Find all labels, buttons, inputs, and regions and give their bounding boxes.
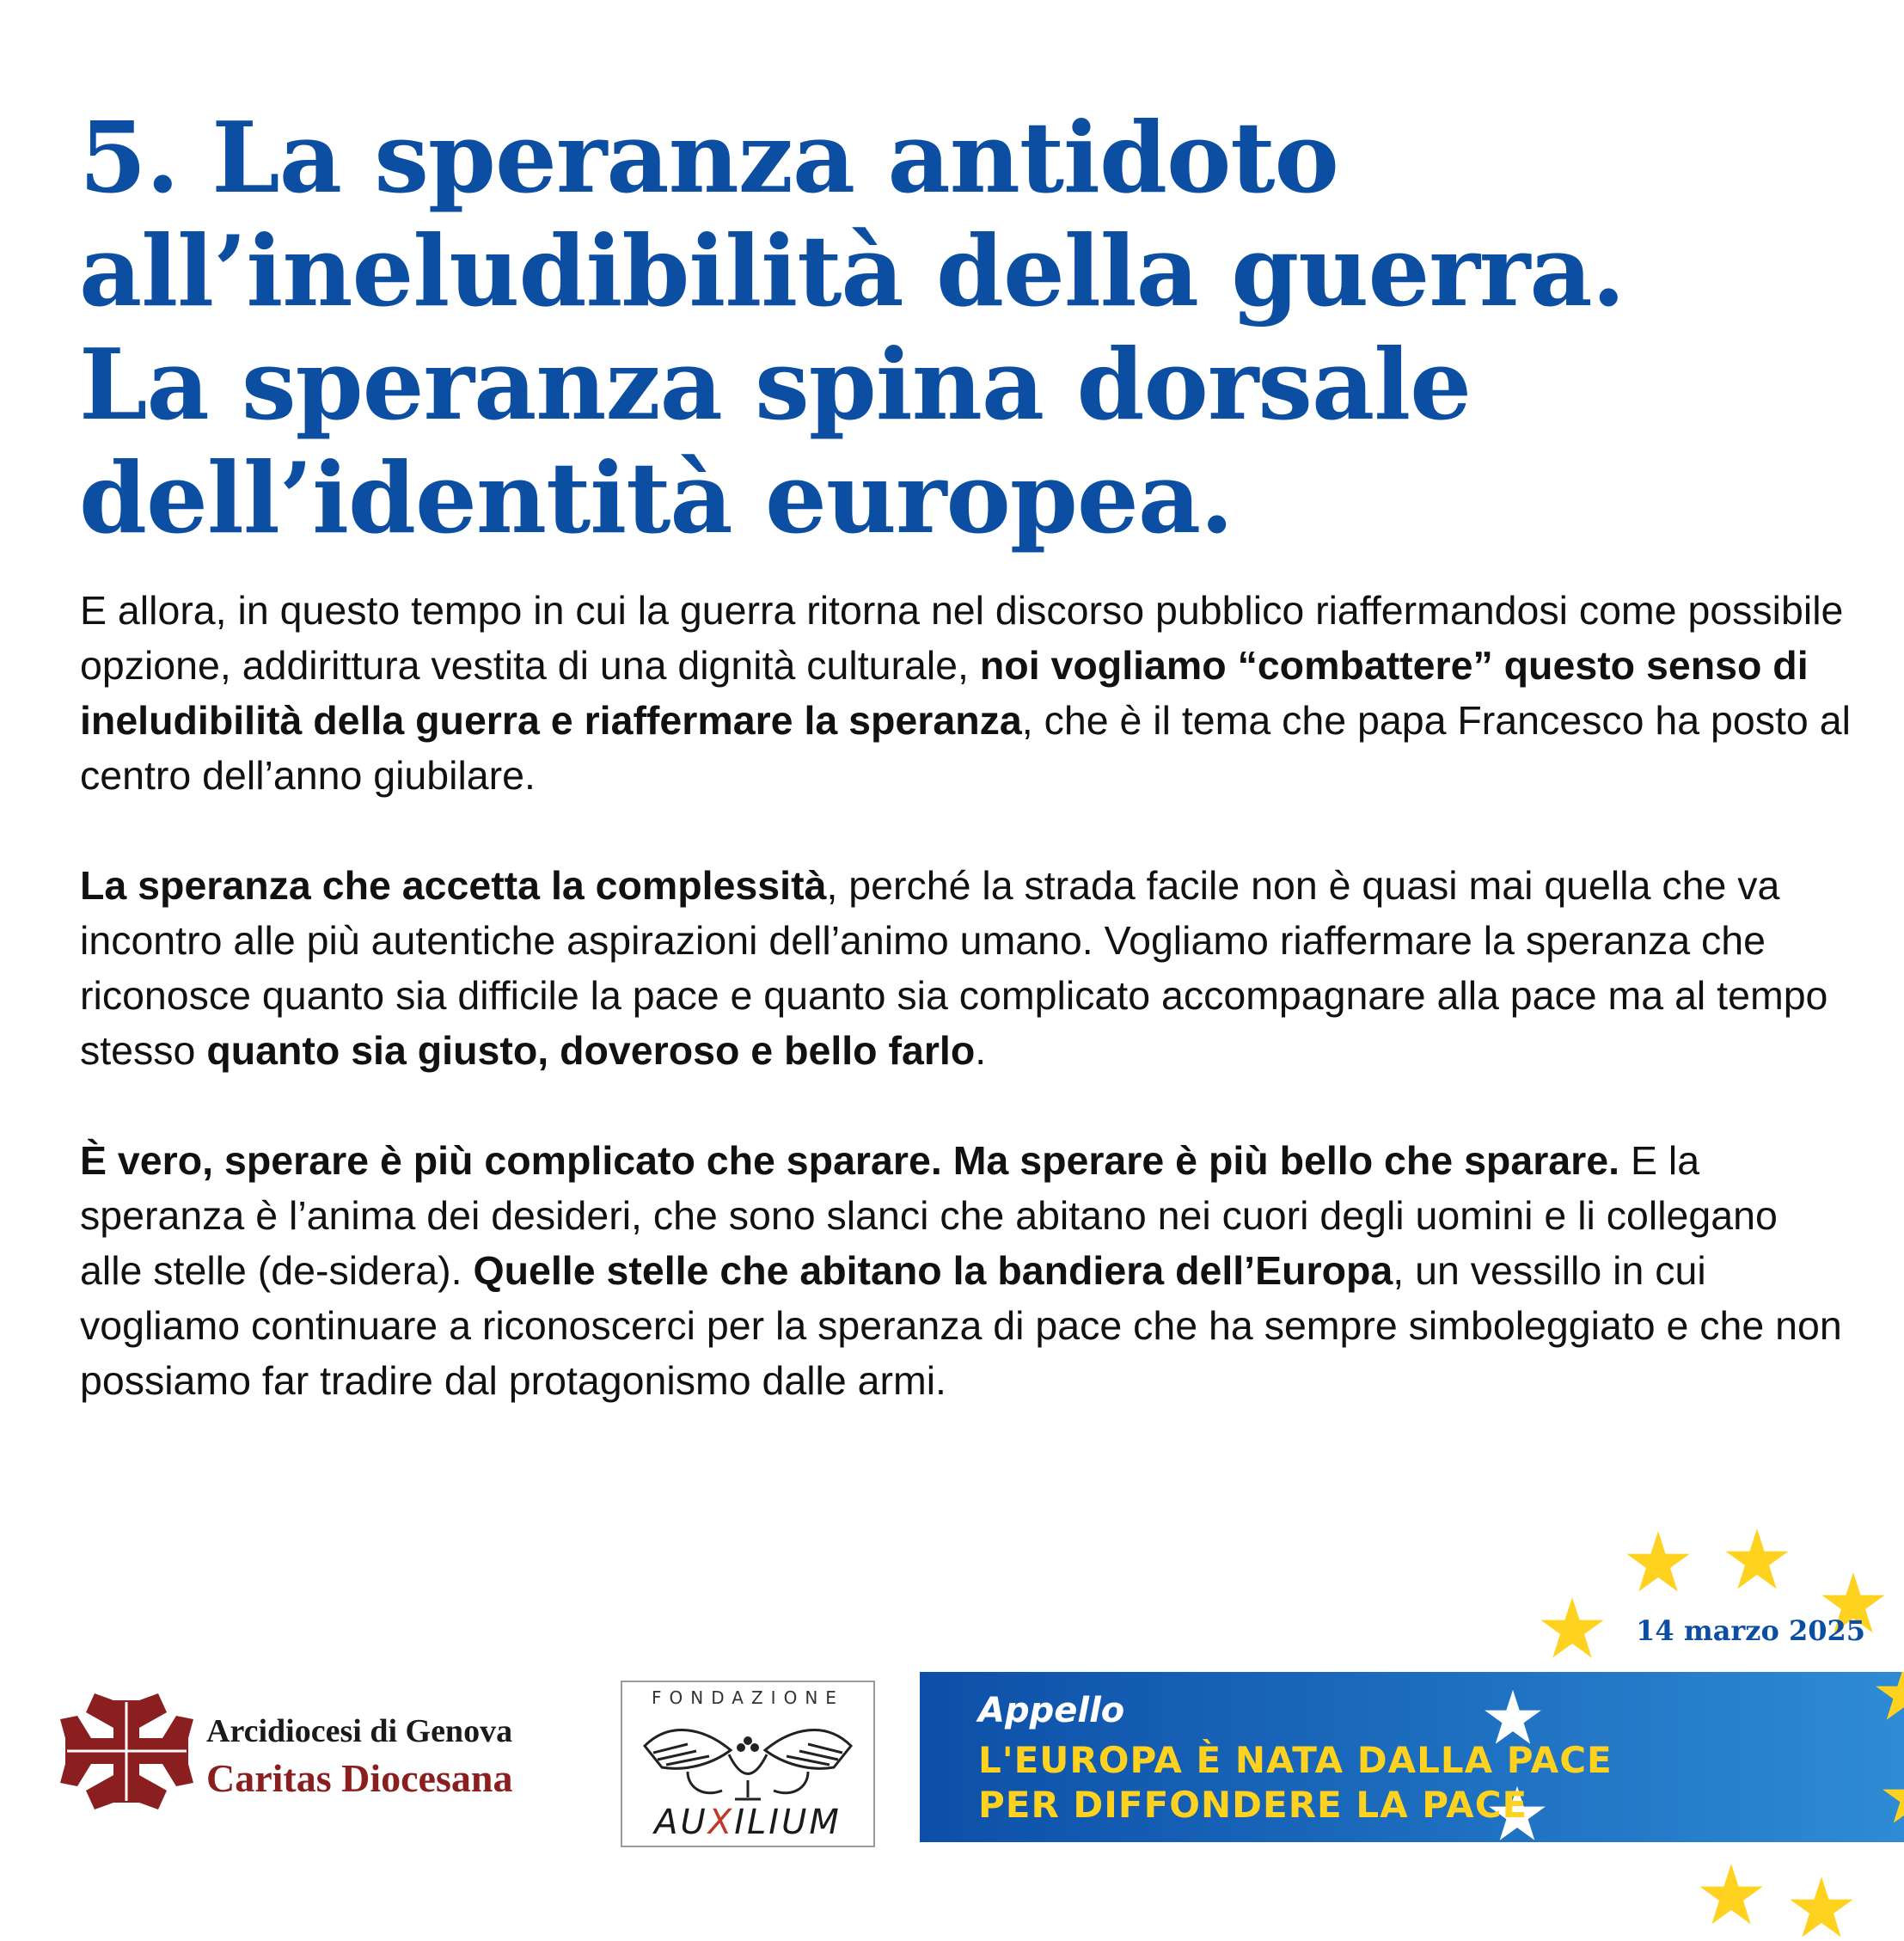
caritas-name: Caritas Diocesana [206,1756,513,1800]
text-run: . [975,1028,987,1073]
star-icon [1539,1595,1606,1662]
auxilium-name-part: ILIUM [734,1803,842,1842]
banner-title: Appello [978,1691,1125,1730]
star-icon [1874,1672,1904,1724]
appeal-banner [920,1672,1904,1842]
paragraph-1 [80,583,1851,803]
title-line: all’ineludibilità della guerra. [79,214,1625,328]
text-run: , perché la strada facile non è quasi mai quella che va incontro alle più autentiche aspirazioni dell’animo umano. Vogliamo riaffermare la speranza che riconosce quanto sia difficile la pace e quanto sia complicato accompagnare alla pace ma al tempo stesso [80,863,1828,1073]
text-run: , un vessillo in cui vogliamo continuare a riconoscerci per la speranza di pace che ha sempre simboleggiato e che non possiamo far tradire dal protagonismo dalle armi. [80,1248,1842,1403]
page-title [79,101,1755,555]
text-run: E la speranza è l’anima dei desideri, che sono slanci che abitano nei cuori degli uomini e li collegano alle stelle (de-sidera). [80,1138,1778,1293]
auxilium-name-x: X [707,1803,735,1842]
auxilium-foundation-label: FONDAZIONE [652,1687,844,1708]
bold-run: È vero, sperare è più complicato che sparare. Ma sperare è più bello che sparare. [80,1138,1620,1183]
caritas-cross-icon [60,1693,193,1809]
bold-run: La speranza che accetta la complessità [80,863,827,908]
caritas-archdiocese: Arcidiocesi di Genova [206,1713,513,1749]
body-text [80,583,1851,1463]
auxilium-logo [621,1681,875,1847]
bold-run: Quelle stelle che abitano la bandiera dell’Europa [473,1248,1393,1293]
doves-chalice-icon [636,1711,860,1806]
title-line: 5. La speranza antidoto [79,101,1338,215]
paragraph-3 [80,1133,1851,1408]
banner-line: PER DIFFONDERE LA PACE [978,1784,1528,1826]
banner-line: L'EUROPA È NATA DALLA PACE [978,1739,1613,1781]
caritas-logo [60,1693,576,1809]
auxilium-name [622,1803,873,1842]
star-icon [1788,1874,1855,1941]
text-run: E allora, in questo tempo in cui la guerra ritorna nel discorso pubblico riaffermandosi come possibile opzione, addirittura vestita di una dignità culturale, [80,588,1844,688]
star-icon [1723,1526,1791,1593]
paragraph-2 [80,858,1851,1078]
star-icon [1698,1861,1765,1928]
title-line: dell’identità europea. [79,441,1234,555]
auxilium-name-part: AU [654,1803,708,1842]
text-run: , che è il tema che papa Francesco ha posto al centro dell’anno giubilare. [80,698,1851,798]
star-icon [1881,1766,1904,1827]
star-icon [1625,1528,1692,1595]
title-line: La speranza spina dorsale [79,328,1472,442]
date-label: 14 marzo 2025 [1636,1614,1865,1647]
bold-run: noi vogliamo “combattere” questo senso di ineludibilità della guerra e riaffermare la speranza [80,643,1809,743]
bold-run: quanto sia giusto, doveroso e bello farlo [206,1028,976,1073]
